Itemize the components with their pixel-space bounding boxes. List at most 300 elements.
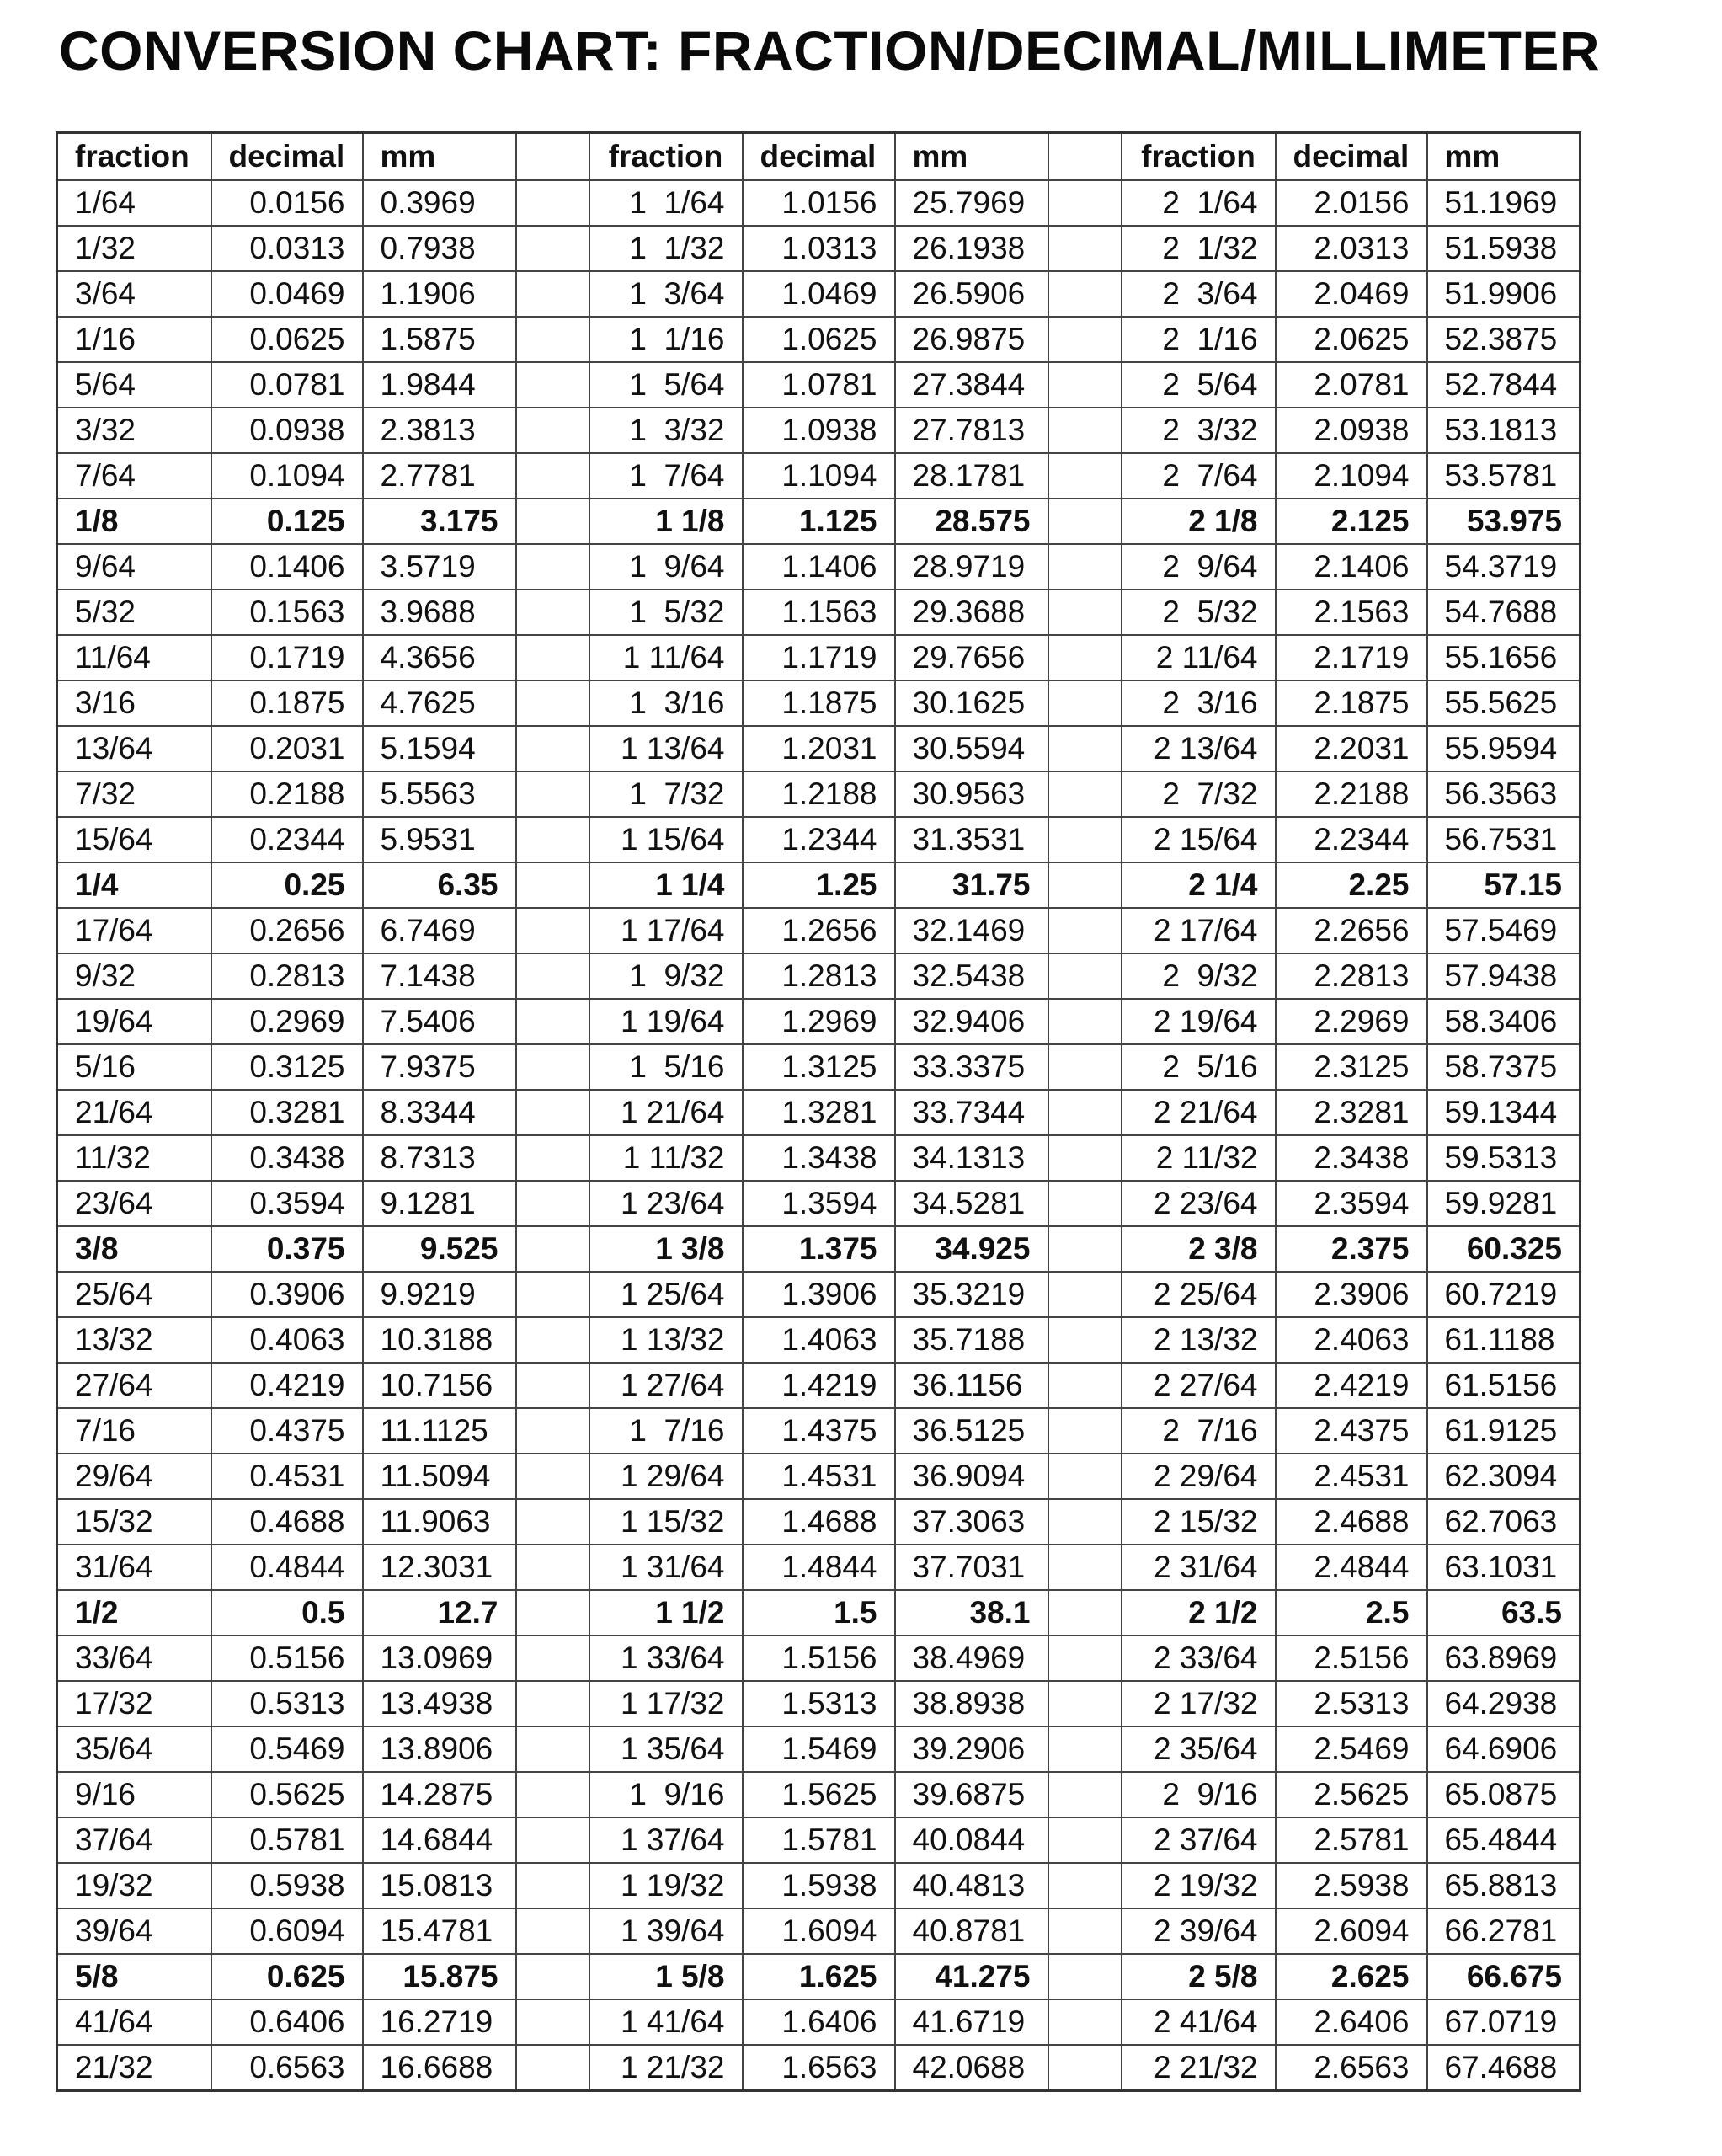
fraction-cell: 1 11/32	[589, 1135, 743, 1181]
decimal-cell: 1.5938	[743, 1863, 895, 1908]
mm-cell: 11.5094	[363, 1454, 516, 1499]
mm-cell: 34.1313	[895, 1135, 1048, 1181]
spacer-cell	[516, 726, 589, 771]
decimal-cell: 2.1875	[1276, 680, 1427, 726]
conversion-table	[56, 131, 1581, 2092]
decimal-cell: 0.375	[211, 1226, 363, 1272]
mm-cell: 3.9688	[363, 590, 516, 635]
decimal-cell: 0.4531	[211, 1454, 363, 1499]
fraction-cell: 17/64	[57, 908, 211, 953]
fraction-cell: 2 15/32	[1122, 1499, 1276, 1545]
spacer-cell	[1048, 1499, 1122, 1545]
fraction-cell: 2 13/64	[1122, 726, 1276, 771]
fraction-cell: 1 13/32	[589, 1317, 743, 1363]
decimal-cell: 2.375	[1276, 1226, 1427, 1272]
decimal-cell: 0.4219	[211, 1363, 363, 1408]
spacer-cell	[516, 2045, 589, 2091]
mm-cell: 34.925	[895, 1226, 1048, 1272]
fraction-cell: 2 37/64	[1122, 1817, 1276, 1863]
table-row	[57, 1681, 1581, 1726]
fraction-cell: 39/64	[57, 1908, 211, 1954]
decimal-cell: 0.1563	[211, 590, 363, 635]
fraction-cell: 1/2	[57, 1590, 211, 1636]
fraction-cell: 3/64	[57, 271, 211, 317]
decimal-cell: 2.5156	[1276, 1636, 1427, 1681]
decimal-cell: 2.1719	[1276, 635, 1427, 680]
decimal-cell: 0.2344	[211, 817, 363, 862]
decimal-cell: 1.2813	[743, 953, 895, 999]
fraction-cell: 1 3/32	[589, 408, 743, 453]
spacer-cell	[516, 1772, 589, 1817]
fraction-cell: 1 21/32	[589, 2045, 743, 2091]
decimal-cell: 0.4688	[211, 1499, 363, 1545]
spacer-cell	[1048, 635, 1122, 680]
table-row	[57, 226, 1581, 271]
fraction-cell: 1 29/64	[589, 1454, 743, 1499]
table-row	[57, 1863, 1581, 1908]
mm-cell: 64.2938	[1427, 1681, 1581, 1726]
fraction-cell: 3/32	[57, 408, 211, 453]
fraction-cell: 1 9/64	[589, 544, 743, 590]
table-row	[57, 1817, 1581, 1863]
spacer-cell	[1048, 1636, 1122, 1681]
header-spacer	[1048, 133, 1122, 181]
fraction-cell: 37/64	[57, 1817, 211, 1863]
mm-cell: 25.7969	[895, 180, 1048, 226]
decimal-cell: 1.4531	[743, 1454, 895, 1499]
mm-cell: 26.9875	[895, 317, 1048, 362]
fraction-cell: 2 15/64	[1122, 817, 1276, 862]
mm-cell: 62.7063	[1427, 1499, 1581, 1545]
fraction-cell: 1 3/8	[589, 1226, 743, 1272]
fraction-cell: 2 13/32	[1122, 1317, 1276, 1363]
fraction-cell: 2 7/32	[1122, 771, 1276, 817]
decimal-cell: 2.2813	[1276, 953, 1427, 999]
decimal-cell: 2.2188	[1276, 771, 1427, 817]
fraction-cell: 2 5/64	[1122, 362, 1276, 408]
fraction-cell: 1 25/64	[589, 1272, 743, 1317]
spacer-cell	[516, 1681, 589, 1726]
decimal-cell: 2.1094	[1276, 453, 1427, 499]
fraction-cell: 2 7/16	[1122, 1408, 1276, 1454]
spacer-cell	[1048, 499, 1122, 544]
mm-cell: 41.275	[895, 1954, 1048, 1999]
mm-cell: 37.7031	[895, 1545, 1048, 1590]
spacer-cell	[1048, 408, 1122, 453]
decimal-cell: 2.5469	[1276, 1726, 1427, 1772]
mm-cell: 61.5156	[1427, 1363, 1581, 1408]
mm-cell: 54.3719	[1427, 544, 1581, 590]
table-row	[57, 1363, 1581, 1408]
table-row	[57, 680, 1581, 726]
mm-cell: 66.2781	[1427, 1908, 1581, 1954]
decimal-cell: 0.1094	[211, 453, 363, 499]
fraction-cell: 35/64	[57, 1726, 211, 1772]
fraction-cell: 9/32	[57, 953, 211, 999]
table-row	[57, 908, 1581, 953]
fraction-cell: 3/8	[57, 1226, 211, 1272]
mm-cell: 53.5781	[1427, 453, 1581, 499]
fraction-cell: 2 1/4	[1122, 862, 1276, 908]
fraction-cell: 2 31/64	[1122, 1545, 1276, 1590]
mm-cell: 14.2875	[363, 1772, 516, 1817]
spacer-cell	[1048, 1454, 1122, 1499]
decimal-cell: 0.0781	[211, 362, 363, 408]
decimal-cell: 0.5313	[211, 1681, 363, 1726]
fraction-cell: 1 1/2	[589, 1590, 743, 1636]
header-spacer	[516, 133, 589, 181]
mm-cell: 55.9594	[1427, 726, 1581, 771]
spacer-cell	[1048, 1408, 1122, 1454]
mm-cell: 5.1594	[363, 726, 516, 771]
decimal-cell: 1.125	[743, 499, 895, 544]
spacer-cell	[516, 1044, 589, 1090]
spacer-cell	[1048, 1090, 1122, 1135]
fraction-cell: 1 7/32	[589, 771, 743, 817]
fraction-cell: 13/64	[57, 726, 211, 771]
fraction-cell: 1 21/64	[589, 1090, 743, 1135]
fraction-cell: 1/4	[57, 862, 211, 908]
spacer-cell	[516, 953, 589, 999]
spacer-cell	[1048, 544, 1122, 590]
decimal-cell: 2.2969	[1276, 999, 1427, 1044]
mm-cell: 7.9375	[363, 1044, 516, 1090]
decimal-cell: 1.5	[743, 1590, 895, 1636]
decimal-cell: 2.6406	[1276, 1999, 1427, 2045]
decimal-cell: 2.625	[1276, 1954, 1427, 1999]
page-title: CONVERSION CHART: FRACTION/DECIMAL/MILLIMETER	[59, 19, 1601, 82]
mm-cell: 53.1813	[1427, 408, 1581, 453]
decimal-cell: 2.3906	[1276, 1272, 1427, 1317]
fraction-cell: 1 19/64	[589, 999, 743, 1044]
decimal-cell: 1.2188	[743, 771, 895, 817]
fraction-cell: 21/64	[57, 1090, 211, 1135]
spacer-cell	[1048, 726, 1122, 771]
decimal-cell: 0.4375	[211, 1408, 363, 1454]
decimal-cell: 1.3594	[743, 1181, 895, 1226]
table-row	[57, 271, 1581, 317]
mm-cell: 58.3406	[1427, 999, 1581, 1044]
table-row	[57, 953, 1581, 999]
mm-cell: 16.2719	[363, 1999, 516, 2045]
fraction-cell: 2 3/16	[1122, 680, 1276, 726]
mm-cell: 9.525	[363, 1226, 516, 1272]
decimal-cell: 1.3125	[743, 1044, 895, 1090]
table-row	[57, 1454, 1581, 1499]
decimal-cell: 1.2031	[743, 726, 895, 771]
mm-cell: 65.8813	[1427, 1863, 1581, 1908]
decimal-cell: 0.3125	[211, 1044, 363, 1090]
fraction-cell: 2 1/8	[1122, 499, 1276, 544]
spacer-cell	[516, 362, 589, 408]
fraction-cell: 9/64	[57, 544, 211, 590]
fraction-cell: 1 7/16	[589, 1408, 743, 1454]
spacer-cell	[1048, 1772, 1122, 1817]
decimal-cell: 1.5625	[743, 1772, 895, 1817]
decimal-cell: 2.25	[1276, 862, 1427, 908]
mm-cell: 3.5719	[363, 544, 516, 590]
header-mm: mm	[895, 133, 1048, 181]
decimal-cell: 1.6094	[743, 1908, 895, 1954]
fraction-cell: 1 17/64	[589, 908, 743, 953]
fraction-cell: 1 5/32	[589, 590, 743, 635]
fraction-cell: 5/32	[57, 590, 211, 635]
decimal-cell: 1.375	[743, 1226, 895, 1272]
spacer-cell	[1048, 271, 1122, 317]
fraction-cell: 7/16	[57, 1408, 211, 1454]
spacer-cell	[1048, 317, 1122, 362]
mm-cell: 66.675	[1427, 1954, 1581, 1999]
decimal-cell: 2.2031	[1276, 726, 1427, 771]
decimal-cell: 1.2344	[743, 817, 895, 862]
fraction-cell: 1 3/16	[589, 680, 743, 726]
mm-cell: 55.1656	[1427, 635, 1581, 680]
spacer-cell	[516, 1272, 589, 1317]
fraction-cell: 29/64	[57, 1454, 211, 1499]
decimal-cell: 1.1875	[743, 680, 895, 726]
fraction-cell: 2 17/64	[1122, 908, 1276, 953]
header-fraction: fraction	[589, 133, 743, 181]
decimal-cell: 2.0469	[1276, 271, 1427, 317]
mm-cell: 57.15	[1427, 862, 1581, 908]
mm-cell: 30.1625	[895, 680, 1048, 726]
spacer-cell	[516, 862, 589, 908]
fraction-cell: 1 9/32	[589, 953, 743, 999]
mm-cell: 51.5938	[1427, 226, 1581, 271]
decimal-cell: 0.2656	[211, 908, 363, 953]
spacer-cell	[516, 1181, 589, 1226]
fraction-cell: 21/32	[57, 2045, 211, 2091]
header-fraction: fraction	[1122, 133, 1276, 181]
fraction-cell: 2 19/32	[1122, 1863, 1276, 1908]
spacer-cell	[1048, 590, 1122, 635]
mm-cell: 2.7781	[363, 453, 516, 499]
spacer-cell	[516, 1226, 589, 1272]
spacer-cell	[516, 590, 589, 635]
mm-cell: 60.325	[1427, 1226, 1581, 1272]
decimal-cell: 0.625	[211, 1954, 363, 1999]
spacer-cell	[516, 1135, 589, 1181]
mm-cell: 65.4844	[1427, 1817, 1581, 1863]
mm-cell: 30.5594	[895, 726, 1048, 771]
mm-cell: 59.5313	[1427, 1135, 1581, 1181]
decimal-cell: 1.3281	[743, 1090, 895, 1135]
fraction-cell: 1 3/64	[589, 271, 743, 317]
fraction-cell: 1 1/32	[589, 226, 743, 271]
decimal-cell: 2.0781	[1276, 362, 1427, 408]
table-row	[57, 1044, 1581, 1090]
mm-cell: 7.5406	[363, 999, 516, 1044]
fraction-cell: 1 13/64	[589, 726, 743, 771]
spacer-cell	[1048, 999, 1122, 1044]
fraction-cell: 2 39/64	[1122, 1908, 1276, 1954]
mm-cell: 12.7	[363, 1590, 516, 1636]
mm-cell: 29.7656	[895, 635, 1048, 680]
spacer-cell	[516, 680, 589, 726]
table-row	[57, 1636, 1581, 1681]
decimal-cell: 1.3438	[743, 1135, 895, 1181]
fraction-cell: 2 7/64	[1122, 453, 1276, 499]
table-row	[57, 1181, 1581, 1226]
table-row	[57, 1272, 1581, 1317]
decimal-cell: 2.1406	[1276, 544, 1427, 590]
mm-cell: 28.9719	[895, 544, 1048, 590]
spacer-cell	[516, 1545, 589, 1590]
mm-cell: 36.5125	[895, 1408, 1048, 1454]
fraction-cell: 2 21/32	[1122, 2045, 1276, 2091]
fraction-cell: 1 9/16	[589, 1772, 743, 1817]
decimal-cell: 1.2656	[743, 908, 895, 953]
fraction-cell: 2 27/64	[1122, 1363, 1276, 1408]
mm-cell: 8.7313	[363, 1135, 516, 1181]
mm-cell: 38.4969	[895, 1636, 1048, 1681]
mm-cell: 15.875	[363, 1954, 516, 1999]
decimal-cell: 2.4375	[1276, 1408, 1427, 1454]
mm-cell: 35.7188	[895, 1317, 1048, 1363]
fraction-cell: 1 1/8	[589, 499, 743, 544]
spacer-cell	[1048, 1590, 1122, 1636]
fraction-cell: 1 39/64	[589, 1908, 743, 1954]
decimal-cell: 1.0469	[743, 271, 895, 317]
mm-cell: 63.5	[1427, 1590, 1581, 1636]
fraction-cell: 1 35/64	[589, 1726, 743, 1772]
table-row	[57, 771, 1581, 817]
mm-cell: 40.4813	[895, 1863, 1048, 1908]
mm-cell: 32.1469	[895, 908, 1048, 953]
decimal-cell: 0.2969	[211, 999, 363, 1044]
decimal-cell: 0.1719	[211, 635, 363, 680]
mm-cell: 33.7344	[895, 1090, 1048, 1135]
decimal-cell: 0.5781	[211, 1817, 363, 1863]
table-row	[57, 180, 1581, 226]
fraction-cell: 1 11/64	[589, 635, 743, 680]
spacer-cell	[516, 499, 589, 544]
mm-cell: 6.7469	[363, 908, 516, 953]
decimal-cell: 1.2969	[743, 999, 895, 1044]
fraction-cell: 2 1/64	[1122, 180, 1276, 226]
table-row	[57, 590, 1581, 635]
table-body	[57, 180, 1581, 2091]
decimal-cell: 0.3438	[211, 1135, 363, 1181]
fraction-cell: 11/32	[57, 1135, 211, 1181]
mm-cell: 4.7625	[363, 680, 516, 726]
decimal-cell: 0.0313	[211, 226, 363, 271]
table-row	[57, 362, 1581, 408]
header-decimal: decimal	[1276, 133, 1427, 181]
fraction-cell: 19/64	[57, 999, 211, 1044]
header-mm: mm	[363, 133, 516, 181]
decimal-cell: 0.5	[211, 1590, 363, 1636]
fraction-cell: 1 31/64	[589, 1545, 743, 1590]
fraction-cell: 31/64	[57, 1545, 211, 1590]
header-decimal: decimal	[211, 133, 363, 181]
mm-cell: 41.6719	[895, 1999, 1048, 2045]
mm-cell: 6.35	[363, 862, 516, 908]
table-row	[57, 1954, 1581, 1999]
mm-cell: 1.1906	[363, 271, 516, 317]
mm-cell: 11.9063	[363, 1499, 516, 1545]
mm-cell: 67.0719	[1427, 1999, 1581, 2045]
spacer-cell	[516, 1317, 589, 1363]
spacer-cell	[1048, 453, 1122, 499]
fraction-cell: 2 9/32	[1122, 953, 1276, 999]
decimal-cell: 1.0625	[743, 317, 895, 362]
decimal-cell: 0.5625	[211, 1772, 363, 1817]
decimal-cell: 0.0469	[211, 271, 363, 317]
mm-cell: 54.7688	[1427, 590, 1581, 635]
mm-cell: 40.8781	[895, 1908, 1048, 1954]
fraction-cell: 1 17/32	[589, 1681, 743, 1726]
mm-cell: 60.7219	[1427, 1272, 1581, 1317]
mm-cell: 67.4688	[1427, 2045, 1581, 2091]
mm-cell: 30.9563	[895, 771, 1048, 817]
decimal-cell: 1.1563	[743, 590, 895, 635]
decimal-cell: 1.25	[743, 862, 895, 908]
table-row	[57, 1772, 1581, 1817]
decimal-cell: 2.3438	[1276, 1135, 1427, 1181]
mm-cell: 42.0688	[895, 2045, 1048, 2091]
fraction-cell: 2 9/64	[1122, 544, 1276, 590]
mm-cell: 61.1188	[1427, 1317, 1581, 1363]
fraction-cell: 3/16	[57, 680, 211, 726]
mm-cell: 40.0844	[895, 1817, 1048, 1863]
fraction-cell: 2 23/64	[1122, 1181, 1276, 1226]
mm-cell: 27.7813	[895, 408, 1048, 453]
decimal-cell: 1.4688	[743, 1499, 895, 1545]
decimal-cell: 0.2188	[211, 771, 363, 817]
header-decimal: decimal	[743, 133, 895, 181]
table-row	[57, 1135, 1581, 1181]
spacer-cell	[516, 1817, 589, 1863]
fraction-cell: 27/64	[57, 1363, 211, 1408]
decimal-cell: 0.3906	[211, 1272, 363, 1317]
table-row	[57, 862, 1581, 908]
table-row	[57, 1999, 1581, 2045]
decimal-cell: 1.1406	[743, 544, 895, 590]
decimal-cell: 2.6563	[1276, 2045, 1427, 2091]
table-row	[57, 1499, 1581, 1545]
decimal-cell: 0.125	[211, 499, 363, 544]
decimal-cell: 1.6563	[743, 2045, 895, 2091]
spacer-cell	[1048, 1999, 1122, 2045]
decimal-cell: 1.5156	[743, 1636, 895, 1681]
fraction-cell: 15/32	[57, 1499, 211, 1545]
mm-cell: 28.1781	[895, 453, 1048, 499]
decimal-cell: 1.5781	[743, 1817, 895, 1863]
spacer-cell	[1048, 1681, 1122, 1726]
decimal-cell: 1.0313	[743, 226, 895, 271]
mm-cell: 55.5625	[1427, 680, 1581, 726]
decimal-cell: 1.6406	[743, 1999, 895, 2045]
fraction-cell: 1 27/64	[589, 1363, 743, 1408]
table-row	[57, 726, 1581, 771]
fraction-cell: 1 5/8	[589, 1954, 743, 1999]
mm-cell: 37.3063	[895, 1499, 1048, 1545]
table-row	[57, 999, 1581, 1044]
fraction-cell: 1 1/64	[589, 180, 743, 226]
mm-cell: 5.5563	[363, 771, 516, 817]
fraction-cell: 1 23/64	[589, 1181, 743, 1226]
decimal-cell: 2.4844	[1276, 1545, 1427, 1590]
spacer-cell	[1048, 180, 1122, 226]
fraction-cell: 2 3/32	[1122, 408, 1276, 453]
mm-cell: 16.6688	[363, 2045, 516, 2091]
fraction-cell: 2 17/32	[1122, 1681, 1276, 1726]
mm-cell: 27.3844	[895, 362, 1048, 408]
decimal-cell: 1.4219	[743, 1363, 895, 1408]
mm-cell: 36.9094	[895, 1454, 1048, 1499]
fraction-cell: 2 3/64	[1122, 271, 1276, 317]
